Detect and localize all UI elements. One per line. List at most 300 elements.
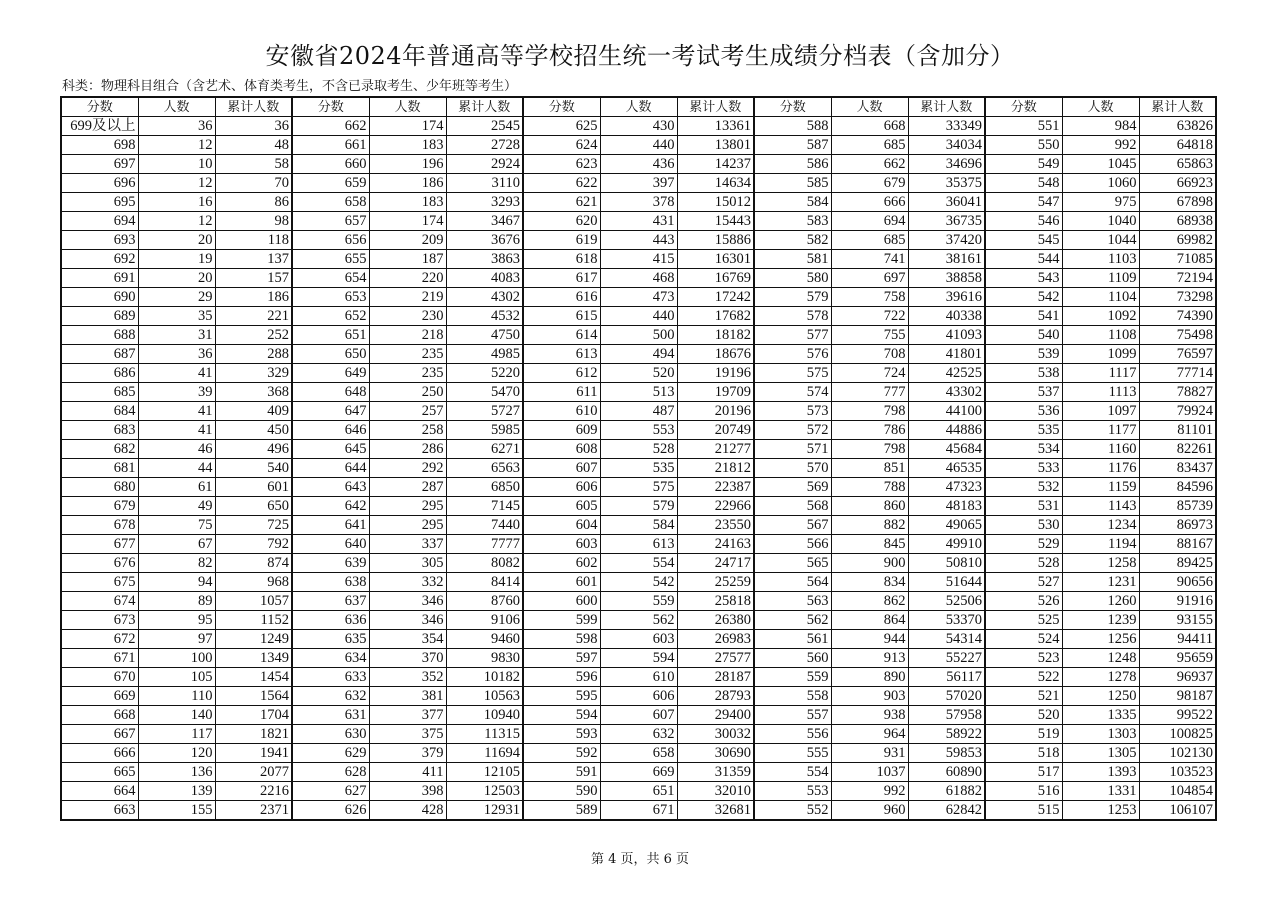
score-cell: 562 xyxy=(754,611,831,630)
count-cell: 370 xyxy=(369,649,446,668)
cumulative-cell: 57020 xyxy=(908,687,985,706)
score-cell: 542 xyxy=(985,288,1062,307)
count-cell: 554 xyxy=(600,554,677,573)
score-cell: 694 xyxy=(61,212,138,231)
table-row xyxy=(61,117,1216,136)
score-cell: 558 xyxy=(754,687,831,706)
score-cell: 518 xyxy=(985,744,1062,763)
cumulative-cell: 4532 xyxy=(446,307,523,326)
cumulative-cell: 2728 xyxy=(446,136,523,155)
count-cell: 20 xyxy=(138,231,215,250)
score-cell: 623 xyxy=(523,155,600,174)
cumulative-cell: 33349 xyxy=(908,117,985,136)
table-row xyxy=(61,516,1216,535)
score-cell: 533 xyxy=(985,459,1062,478)
score-cell: 548 xyxy=(985,174,1062,193)
score-cell: 674 xyxy=(61,592,138,611)
count-cell: 440 xyxy=(600,136,677,155)
cumulative-cell: 12503 xyxy=(446,782,523,801)
score-cell: 583 xyxy=(754,212,831,231)
score-cell: 657 xyxy=(292,212,369,231)
count-cell: 860 xyxy=(831,497,908,516)
cumulative-cell: 24163 xyxy=(677,535,754,554)
cumulative-cell: 75498 xyxy=(1139,326,1216,345)
count-cell: 218 xyxy=(369,326,446,345)
table-row xyxy=(61,801,1216,821)
cumulative-cell: 66923 xyxy=(1139,174,1216,193)
cumulative-cell: 34696 xyxy=(908,155,985,174)
count-cell: 685 xyxy=(831,136,908,155)
cumulative-cell: 10182 xyxy=(446,668,523,687)
column-header: 人数 xyxy=(138,97,215,117)
score-cell: 635 xyxy=(292,630,369,649)
score-cell: 610 xyxy=(523,402,600,421)
score-cell: 581 xyxy=(754,250,831,269)
cumulative-cell: 36041 xyxy=(908,193,985,212)
count-cell: 606 xyxy=(600,687,677,706)
cumulative-cell: 41093 xyxy=(908,326,985,345)
score-cell: 515 xyxy=(985,801,1062,821)
count-cell: 381 xyxy=(369,687,446,706)
cumulative-cell: 91916 xyxy=(1139,592,1216,611)
score-cell: 619 xyxy=(523,231,600,250)
table-row xyxy=(61,440,1216,459)
count-cell: 513 xyxy=(600,383,677,402)
cumulative-cell: 4985 xyxy=(446,345,523,364)
score-cell: 607 xyxy=(523,459,600,478)
count-cell: 305 xyxy=(369,554,446,573)
score-cell: 531 xyxy=(985,497,1062,516)
count-cell: 1258 xyxy=(1062,554,1139,573)
cumulative-cell: 7777 xyxy=(446,535,523,554)
cumulative-cell: 9460 xyxy=(446,630,523,649)
cumulative-cell: 36735 xyxy=(908,212,985,231)
score-cell: 615 xyxy=(523,307,600,326)
cumulative-cell: 11315 xyxy=(446,725,523,744)
score-cell: 691 xyxy=(61,269,138,288)
count-cell: 136 xyxy=(138,763,215,782)
cumulative-cell: 54314 xyxy=(908,630,985,649)
score-cell: 592 xyxy=(523,744,600,763)
score-cell: 681 xyxy=(61,459,138,478)
count-cell: 1239 xyxy=(1062,611,1139,630)
score-cell: 673 xyxy=(61,611,138,630)
score-cell: 659 xyxy=(292,174,369,193)
score-cell: 521 xyxy=(985,687,1062,706)
score-cell: 613 xyxy=(523,345,600,364)
score-cell: 566 xyxy=(754,535,831,554)
count-cell: 882 xyxy=(831,516,908,535)
score-cell: 616 xyxy=(523,288,600,307)
cumulative-cell: 6563 xyxy=(446,459,523,478)
cumulative-cell: 12105 xyxy=(446,763,523,782)
count-cell: 430 xyxy=(600,117,677,136)
cumulative-cell: 2077 xyxy=(215,763,292,782)
score-cell: 677 xyxy=(61,535,138,554)
score-cell: 525 xyxy=(985,611,1062,630)
count-cell: 758 xyxy=(831,288,908,307)
score-cell: 682 xyxy=(61,440,138,459)
cumulative-cell: 25818 xyxy=(677,592,754,611)
score-cell: 685 xyxy=(61,383,138,402)
cumulative-cell: 38161 xyxy=(908,250,985,269)
count-cell: 542 xyxy=(600,573,677,592)
score-cell: 591 xyxy=(523,763,600,782)
score-cell: 632 xyxy=(292,687,369,706)
count-cell: 16 xyxy=(138,193,215,212)
count-cell: 49 xyxy=(138,497,215,516)
cumulative-cell: 19196 xyxy=(677,364,754,383)
table-row xyxy=(61,611,1216,630)
cumulative-cell: 63826 xyxy=(1139,117,1216,136)
cumulative-cell: 93155 xyxy=(1139,611,1216,630)
cumulative-cell: 25259 xyxy=(677,573,754,592)
count-cell: 575 xyxy=(600,478,677,497)
count-cell: 938 xyxy=(831,706,908,725)
score-cell: 663 xyxy=(61,801,138,821)
score-cell: 530 xyxy=(985,516,1062,535)
cumulative-cell: 78827 xyxy=(1139,383,1216,402)
cumulative-cell: 3293 xyxy=(446,193,523,212)
cumulative-cell: 44886 xyxy=(908,421,985,440)
cumulative-cell: 450 xyxy=(215,421,292,440)
count-cell: 1060 xyxy=(1062,174,1139,193)
score-cell: 633 xyxy=(292,668,369,687)
score-cell: 568 xyxy=(754,497,831,516)
cumulative-cell: 13361 xyxy=(677,117,754,136)
cumulative-cell: 157 xyxy=(215,269,292,288)
score-cell: 527 xyxy=(985,573,1062,592)
score-cell: 606 xyxy=(523,478,600,497)
cumulative-cell: 32010 xyxy=(677,782,754,801)
cumulative-cell: 6271 xyxy=(446,440,523,459)
count-cell: 19 xyxy=(138,250,215,269)
table-row xyxy=(61,402,1216,421)
score-cell: 690 xyxy=(61,288,138,307)
column-header: 累计人数 xyxy=(446,97,523,117)
count-cell: 67 xyxy=(138,535,215,554)
cumulative-cell: 5470 xyxy=(446,383,523,402)
count-cell: 41 xyxy=(138,364,215,383)
table-row xyxy=(61,212,1216,231)
score-cell: 687 xyxy=(61,345,138,364)
count-cell: 1092 xyxy=(1062,307,1139,326)
count-cell: 46 xyxy=(138,440,215,459)
count-cell: 603 xyxy=(600,630,677,649)
score-cell: 561 xyxy=(754,630,831,649)
score-cell: 602 xyxy=(523,554,600,573)
count-cell: 1278 xyxy=(1062,668,1139,687)
score-cell: 598 xyxy=(523,630,600,649)
cumulative-cell: 3676 xyxy=(446,231,523,250)
score-cell: 655 xyxy=(292,250,369,269)
score-cell: 696 xyxy=(61,174,138,193)
score-cell: 538 xyxy=(985,364,1062,383)
cumulative-cell: 968 xyxy=(215,573,292,592)
cumulative-cell: 2371 xyxy=(215,801,292,821)
count-cell: 332 xyxy=(369,573,446,592)
count-cell: 559 xyxy=(600,592,677,611)
count-cell: 975 xyxy=(1062,193,1139,212)
cumulative-cell: 60890 xyxy=(908,763,985,782)
count-cell: 1177 xyxy=(1062,421,1139,440)
score-cell: 652 xyxy=(292,307,369,326)
score-cell: 684 xyxy=(61,402,138,421)
cumulative-cell: 40338 xyxy=(908,307,985,326)
count-cell: 913 xyxy=(831,649,908,668)
count-cell: 139 xyxy=(138,782,215,801)
cumulative-cell: 104854 xyxy=(1139,782,1216,801)
cumulative-cell: 23550 xyxy=(677,516,754,535)
score-distribution-table xyxy=(60,96,1217,821)
score-cell: 565 xyxy=(754,554,831,573)
cumulative-cell: 1057 xyxy=(215,592,292,611)
cumulative-cell: 57958 xyxy=(908,706,985,725)
table-row xyxy=(61,478,1216,497)
table-row xyxy=(61,592,1216,611)
subject-category-line: 科类：物理科目组合（含艺术、体育类考生，不含已录取考生、少年班等考生） xyxy=(62,79,518,94)
score-cell: 595 xyxy=(523,687,600,706)
count-cell: 431 xyxy=(600,212,677,231)
cumulative-cell: 77714 xyxy=(1139,364,1216,383)
score-cell: 658 xyxy=(292,193,369,212)
cumulative-cell: 29400 xyxy=(677,706,754,725)
cumulative-cell: 86973 xyxy=(1139,516,1216,535)
score-cell: 608 xyxy=(523,440,600,459)
count-cell: 1234 xyxy=(1062,516,1139,535)
cumulative-cell: 53370 xyxy=(908,611,985,630)
score-cell: 529 xyxy=(985,535,1062,554)
score-cell: 590 xyxy=(523,782,600,801)
score-cell: 522 xyxy=(985,668,1062,687)
count-cell: 666 xyxy=(831,193,908,212)
cumulative-cell: 13801 xyxy=(677,136,754,155)
cumulative-cell: 61882 xyxy=(908,782,985,801)
cumulative-cell: 55227 xyxy=(908,649,985,668)
cumulative-cell: 95659 xyxy=(1139,649,1216,668)
count-cell: 931 xyxy=(831,744,908,763)
score-cell: 662 xyxy=(292,117,369,136)
score-cell: 627 xyxy=(292,782,369,801)
score-cell: 579 xyxy=(754,288,831,307)
count-cell: 75 xyxy=(138,516,215,535)
table-row xyxy=(61,630,1216,649)
count-cell: 520 xyxy=(600,364,677,383)
cumulative-cell: 36 xyxy=(215,117,292,136)
cumulative-cell: 73298 xyxy=(1139,288,1216,307)
count-cell: 94 xyxy=(138,573,215,592)
count-cell: 579 xyxy=(600,497,677,516)
count-cell: 183 xyxy=(369,193,446,212)
cumulative-cell: 409 xyxy=(215,402,292,421)
count-cell: 415 xyxy=(600,250,677,269)
table-row xyxy=(61,497,1216,516)
cumulative-cell: 32681 xyxy=(677,801,754,821)
cumulative-cell: 14634 xyxy=(677,174,754,193)
count-cell: 1335 xyxy=(1062,706,1139,725)
score-cell: 576 xyxy=(754,345,831,364)
count-cell: 864 xyxy=(831,611,908,630)
count-cell: 658 xyxy=(600,744,677,763)
cumulative-cell: 58922 xyxy=(908,725,985,744)
score-cell: 676 xyxy=(61,554,138,573)
score-cell: 541 xyxy=(985,307,1062,326)
score-cell: 647 xyxy=(292,402,369,421)
score-cell: 549 xyxy=(985,155,1062,174)
count-cell: 786 xyxy=(831,421,908,440)
score-cell: 693 xyxy=(61,231,138,250)
cumulative-cell: 103523 xyxy=(1139,763,1216,782)
cumulative-cell: 20749 xyxy=(677,421,754,440)
cumulative-cell: 37420 xyxy=(908,231,985,250)
count-cell: 1103 xyxy=(1062,250,1139,269)
score-cell: 624 xyxy=(523,136,600,155)
score-cell: 559 xyxy=(754,668,831,687)
cumulative-cell: 725 xyxy=(215,516,292,535)
score-cell: 572 xyxy=(754,421,831,440)
count-cell: 1113 xyxy=(1062,383,1139,402)
count-cell: 607 xyxy=(600,706,677,725)
score-cell: 671 xyxy=(61,649,138,668)
score-cell: 534 xyxy=(985,440,1062,459)
score-cell: 516 xyxy=(985,782,1062,801)
count-cell: 1117 xyxy=(1062,364,1139,383)
count-cell: 100 xyxy=(138,649,215,668)
score-cell: 668 xyxy=(61,706,138,725)
count-cell: 82 xyxy=(138,554,215,573)
count-cell: 741 xyxy=(831,250,908,269)
table-row xyxy=(61,307,1216,326)
cumulative-cell: 3110 xyxy=(446,174,523,193)
count-cell: 500 xyxy=(600,326,677,345)
score-cell: 661 xyxy=(292,136,369,155)
score-cell: 550 xyxy=(985,136,1062,155)
score-cell: 630 xyxy=(292,725,369,744)
score-cell: 645 xyxy=(292,440,369,459)
cumulative-cell: 84596 xyxy=(1139,478,1216,497)
score-cell: 688 xyxy=(61,326,138,345)
count-cell: 960 xyxy=(831,801,908,821)
cumulative-cell: 15012 xyxy=(677,193,754,212)
count-cell: 610 xyxy=(600,668,677,687)
column-header: 累计人数 xyxy=(1139,97,1216,117)
column-header: 分数 xyxy=(292,97,369,117)
count-cell: 436 xyxy=(600,155,677,174)
cumulative-cell: 74390 xyxy=(1139,307,1216,326)
score-cell: 546 xyxy=(985,212,1062,231)
score-cell: 604 xyxy=(523,516,600,535)
score-cell: 582 xyxy=(754,231,831,250)
count-cell: 378 xyxy=(600,193,677,212)
table-row xyxy=(61,687,1216,706)
table-row xyxy=(61,345,1216,364)
cumulative-cell: 15886 xyxy=(677,231,754,250)
count-cell: 140 xyxy=(138,706,215,725)
count-cell: 235 xyxy=(369,345,446,364)
table-row xyxy=(61,421,1216,440)
score-cell: 539 xyxy=(985,345,1062,364)
count-cell: 1097 xyxy=(1062,402,1139,421)
cumulative-cell: 7145 xyxy=(446,497,523,516)
cumulative-cell: 27577 xyxy=(677,649,754,668)
table-row xyxy=(61,554,1216,573)
count-cell: 258 xyxy=(369,421,446,440)
score-cell: 532 xyxy=(985,478,1062,497)
cumulative-cell: 6850 xyxy=(446,478,523,497)
cumulative-cell: 45684 xyxy=(908,440,985,459)
cumulative-cell: 83437 xyxy=(1139,459,1216,478)
count-cell: 494 xyxy=(600,345,677,364)
score-cell: 644 xyxy=(292,459,369,478)
cumulative-cell: 1704 xyxy=(215,706,292,725)
count-cell: 584 xyxy=(600,516,677,535)
count-cell: 183 xyxy=(369,136,446,155)
cumulative-cell: 49065 xyxy=(908,516,985,535)
cumulative-cell: 16301 xyxy=(677,250,754,269)
score-cell: 636 xyxy=(292,611,369,630)
table-row xyxy=(61,383,1216,402)
score-cell: 517 xyxy=(985,763,1062,782)
score-cell: 547 xyxy=(985,193,1062,212)
table-header-row xyxy=(61,97,1216,117)
count-cell: 110 xyxy=(138,687,215,706)
count-cell: 1037 xyxy=(831,763,908,782)
table-row xyxy=(61,193,1216,212)
cumulative-cell: 67898 xyxy=(1139,193,1216,212)
count-cell: 1260 xyxy=(1062,592,1139,611)
score-cell: 609 xyxy=(523,421,600,440)
table-row xyxy=(61,744,1216,763)
score-cell: 577 xyxy=(754,326,831,345)
score-cell: 625 xyxy=(523,117,600,136)
cumulative-cell: 1152 xyxy=(215,611,292,630)
table-row xyxy=(61,573,1216,592)
count-cell: 1143 xyxy=(1062,497,1139,516)
count-cell: 411 xyxy=(369,763,446,782)
cumulative-cell: 16769 xyxy=(677,269,754,288)
cumulative-cell: 17682 xyxy=(677,307,754,326)
count-cell: 41 xyxy=(138,421,215,440)
score-cell: 699及以上 xyxy=(61,117,138,136)
cumulative-cell: 98 xyxy=(215,212,292,231)
count-cell: 473 xyxy=(600,288,677,307)
count-cell: 12 xyxy=(138,174,215,193)
count-cell: 428 xyxy=(369,801,446,821)
score-cell: 683 xyxy=(61,421,138,440)
table-row xyxy=(61,459,1216,478)
count-cell: 219 xyxy=(369,288,446,307)
cumulative-cell: 18676 xyxy=(677,345,754,364)
score-cell: 554 xyxy=(754,763,831,782)
cumulative-cell: 15443 xyxy=(677,212,754,231)
cumulative-cell: 39616 xyxy=(908,288,985,307)
cumulative-cell: 48183 xyxy=(908,497,985,516)
cumulative-cell: 540 xyxy=(215,459,292,478)
table-row xyxy=(61,763,1216,782)
cumulative-cell: 1821 xyxy=(215,725,292,744)
count-cell: 594 xyxy=(600,649,677,668)
count-cell: 834 xyxy=(831,573,908,592)
count-cell: 155 xyxy=(138,801,215,821)
cumulative-cell: 792 xyxy=(215,535,292,554)
count-cell: 1040 xyxy=(1062,212,1139,231)
count-cell: 1231 xyxy=(1062,573,1139,592)
cumulative-cell: 4750 xyxy=(446,326,523,345)
count-cell: 1104 xyxy=(1062,288,1139,307)
cumulative-cell: 68938 xyxy=(1139,212,1216,231)
count-cell: 992 xyxy=(1062,136,1139,155)
cumulative-cell: 5220 xyxy=(446,364,523,383)
